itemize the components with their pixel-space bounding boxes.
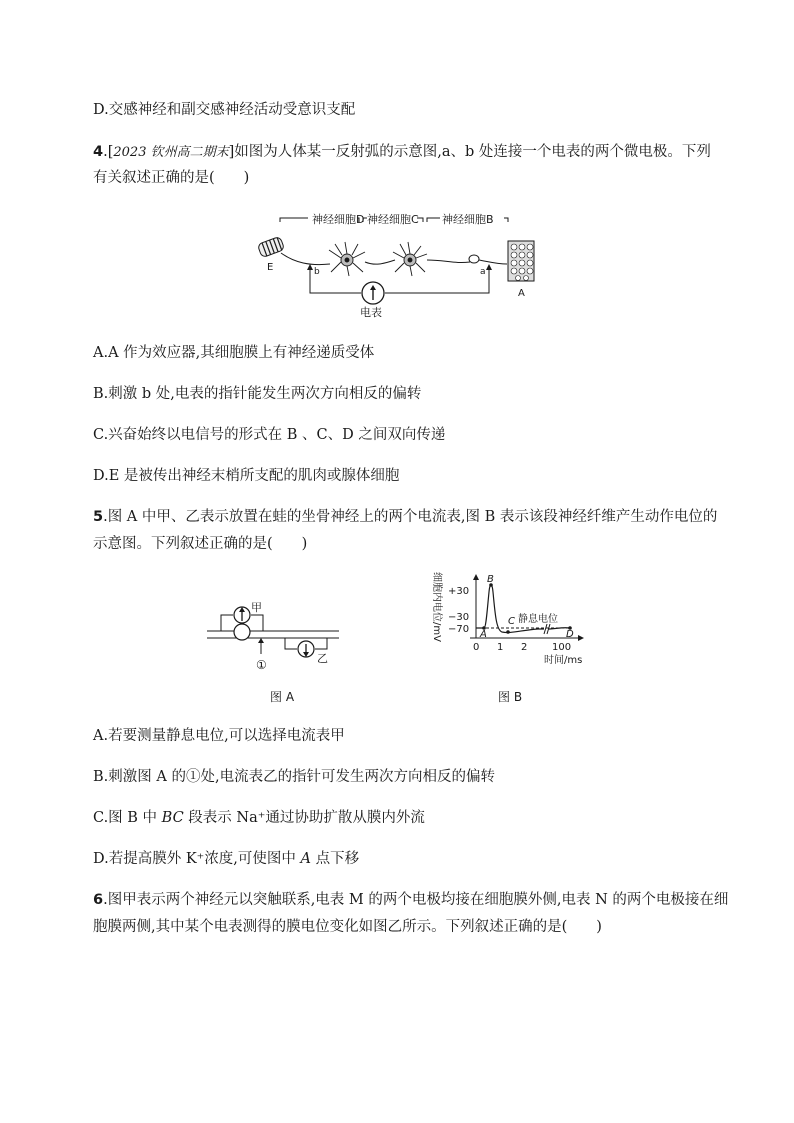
q5-option-c-post: 段表示 Na⁺通过协助扩散从膜内外流 bbox=[183, 810, 425, 826]
q4-option-a: A.A 作为效应器,其细胞膜上有神经递质受体 bbox=[93, 345, 375, 361]
figure-b-action-potential bbox=[430, 572, 600, 672]
figure-a-caption: 图 A bbox=[270, 690, 295, 704]
point-b: B bbox=[487, 574, 494, 585]
neuron-b-label: 神经细胞B bbox=[442, 213, 494, 226]
q5-option-a: A.若要测量静息电位,可以选择电流表甲 bbox=[93, 728, 345, 744]
q5-option-c-pre: C.图 B 中 bbox=[93, 810, 162, 826]
meter-yi-label: 乙 bbox=[317, 652, 328, 665]
label-b: b bbox=[314, 267, 320, 277]
q5-option-c-segment: BC bbox=[161, 810, 184, 826]
neuron-d-label: 神经细胞D bbox=[312, 213, 365, 226]
q4-option-c: C.兴奋始终以电信号的形式在 B 、C、D 之间双向传递 bbox=[93, 427, 446, 443]
ytick-minus70: −70 bbox=[448, 624, 470, 635]
q4-option-d: D.E 是被传出神经末梢所支配的肌肉或腺体细胞 bbox=[93, 468, 400, 484]
effector-e-icon bbox=[257, 236, 284, 257]
stimulus-1-label: ① bbox=[256, 658, 267, 672]
resting-potential-label: 静息电位 bbox=[518, 614, 558, 625]
q5-stem-line1 bbox=[93, 507, 717, 527]
point-c: C bbox=[508, 616, 515, 627]
galvanometer-icon bbox=[362, 282, 384, 304]
figure-b-xlabel: 时间/ms bbox=[544, 655, 583, 666]
q5-option-d bbox=[93, 849, 359, 869]
point-a: A bbox=[480, 629, 487, 640]
xtick-100: 100 bbox=[552, 642, 572, 653]
q4-stem-pre: .[ bbox=[103, 144, 114, 160]
q4-stem-line2: 有关叙述正确的是( ) bbox=[93, 170, 250, 186]
figure-a bbox=[205, 622, 345, 672]
meter-jia-label: 甲 bbox=[251, 601, 262, 614]
neuron-c-icon bbox=[393, 242, 427, 276]
q4-stem-post: ]如图为人体某一反射弧的示意图,a、b 处连接一个电表的两个微电极。下列 bbox=[228, 144, 711, 160]
meter-jia-icon bbox=[234, 624, 250, 640]
figure-b-caption: 图 B bbox=[498, 690, 523, 704]
neuron-d-icon bbox=[329, 242, 365, 276]
neuron-b-icon bbox=[469, 255, 479, 263]
q5-option-d-post: 点下移 bbox=[311, 851, 360, 867]
xtick-1: 1 bbox=[497, 642, 504, 653]
reflex-arc-figure bbox=[255, 208, 555, 323]
q5-stem-line2: 示意图。下列叙述正确的是( ) bbox=[93, 536, 308, 552]
q5-stem-text: .图 A 中甲、乙表示放置在蛙的坐骨神经上的两个电流表,图 B 表示该段神经纤维产生动作电位的 bbox=[103, 509, 718, 525]
q4-stem-line1 bbox=[93, 142, 711, 163]
neuron-c-label: 神经细胞C bbox=[367, 213, 419, 226]
q4-number: 4 bbox=[93, 144, 104, 160]
q3-option-d: D.交感神经和副交感神经活动受意识支配 bbox=[93, 102, 356, 118]
figure-a-top bbox=[205, 600, 285, 626]
q5-option-d-pre: D.若提高膜外 K⁺浓度,可使图中 bbox=[93, 851, 301, 867]
ytick-minus30: −30 bbox=[448, 612, 470, 623]
q6-stem-line1 bbox=[93, 890, 728, 910]
xtick-0: 0 bbox=[473, 642, 480, 653]
q5-number: 5 bbox=[93, 509, 104, 525]
q6-number: 6 bbox=[93, 892, 104, 908]
q5-option-d-point: A bbox=[300, 851, 312, 867]
label-a: A bbox=[518, 288, 525, 299]
meter-label: 电表 bbox=[360, 306, 382, 319]
label-a-point: a bbox=[480, 267, 486, 277]
receptor-a-icon bbox=[508, 241, 534, 281]
label-e: E bbox=[267, 262, 274, 273]
q6-stem-text: .图甲表示两个神经元以突触联系,电表 M 的两个电极均接在细胞膜外侧,电表 N 的两个电极接在细 bbox=[103, 892, 729, 908]
point-d: D bbox=[566, 629, 574, 640]
q5-option-b: B.刺激图 A 的①处,电流表乙的指针可发生两次方向相反的偏转 bbox=[93, 769, 496, 785]
q5-option-c bbox=[93, 808, 425, 828]
q4-source: 2023 钦州高二期末 bbox=[113, 145, 229, 160]
xtick-2: 2 bbox=[521, 642, 528, 653]
ytick-plus30: +30 bbox=[448, 586, 470, 597]
figure-b-ylabel: 细胞内电位/mV bbox=[431, 572, 442, 642]
q6-stem-line2: 胞膜两侧,其中某个电表测得的膜电位变化如图乙所示。下列叙述正确的是( ) bbox=[93, 919, 602, 935]
q4-option-b: B.刺激 b 处,电表的指针能发生两次方向相反的偏转 bbox=[93, 386, 422, 402]
